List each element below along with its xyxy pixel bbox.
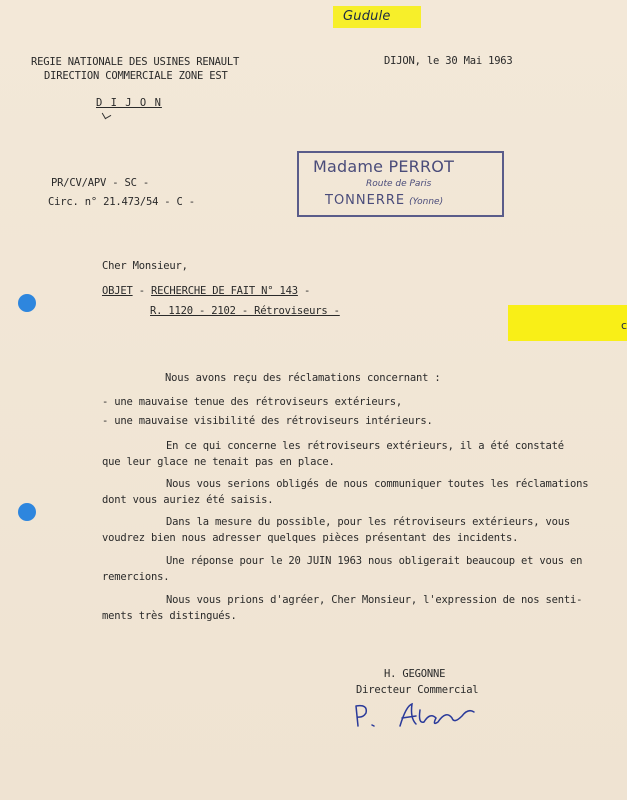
object-line-1: OBJET - RECHERCHE DE FAIT N° 143 -: [102, 285, 311, 297]
paragraph-2-line-2: que leur glace ne tenait pas en place.: [102, 456, 335, 468]
place-date: DIJON, le 30 Mai 1963: [384, 55, 513, 67]
paragraph-4-line-2: voudrez bien nous adresser quelques pièces présentant des incidents.: [102, 532, 519, 544]
stamp-region: (Yonne): [409, 197, 444, 207]
tick-mark: [102, 110, 112, 120]
paragraph-6-line-2: ments très distingués.: [102, 610, 237, 622]
object-label: OBJET: [102, 285, 133, 297]
paragraph-2-line-1: En ce qui concerne les rétroviseurs extérieurs, il a été constaté: [166, 440, 564, 452]
salutation: Cher Monsieur,: [102, 260, 188, 272]
handwritten-signature: [350, 700, 490, 734]
paragraph-3-line-2: dont vous auriez été saisis.: [102, 494, 274, 506]
reference-2: Circ. n° 21.473/54 - C -: [48, 196, 195, 208]
paragraph-5-line-2: remercions.: [102, 571, 170, 583]
paragraph-5-line-1: Une réponse pour le 20 JUIN 1963 nous obligerait beaucoup et vous en: [166, 555, 583, 567]
signatory-name: H. GEGONNE: [384, 668, 446, 680]
reference-1: PR/CV/APV - SC -: [51, 177, 149, 189]
punch-hole-top: [18, 294, 36, 312]
signatory-title: Directeur Commercial: [356, 684, 479, 696]
object-title: RECHERCHE DE FAIT N° 143: [150, 285, 298, 297]
paragraph-6-line-1: Nous vous prions d'agréer, Cher Monsieur, l'expression de nos senti-: [166, 594, 583, 606]
stamp-city-name: TONNERRE: [325, 193, 406, 208]
stamp-city: [325, 193, 443, 208]
paragraph-4-line-1: Dans la mesure du possible, pour les rétroviseurs extérieurs, vous: [166, 516, 571, 528]
recipient-stamp: [297, 151, 504, 217]
object-line-2: R. 1120 - 2102 - Rétroviseurs -: [150, 305, 340, 317]
bullet-1: - une mauvaise tenue des rétroviseurs extérieurs,: [102, 396, 402, 408]
stamp-name: Madame PERROT: [313, 157, 455, 176]
bullet-2: - une mauvaise visibilité des rétroviseurs intérieurs.: [102, 415, 433, 427]
annotation-note: Gudule: [343, 9, 391, 24]
paragraph-1: Nous avons reçu des réclamations concernant :: [165, 372, 441, 384]
org-city: D I J O N: [96, 97, 162, 109]
paragraph-3-line-1: Nous vous serions obligés de nous communiquer toutes les réclamations: [166, 478, 589, 490]
edge-tab-text: c: [620, 319, 627, 332]
org-line-2: DIRECTION COMMERCIALE ZONE EST: [44, 70, 228, 82]
stamp-street: Route de Paris: [366, 179, 432, 189]
yellow-sticky-note: [333, 6, 421, 28]
org-line-1: REGIE NATIONALE DES USINES RENAULT: [31, 56, 240, 68]
yellow-edge-tab: [508, 305, 627, 341]
punch-hole-bottom: [18, 503, 36, 521]
